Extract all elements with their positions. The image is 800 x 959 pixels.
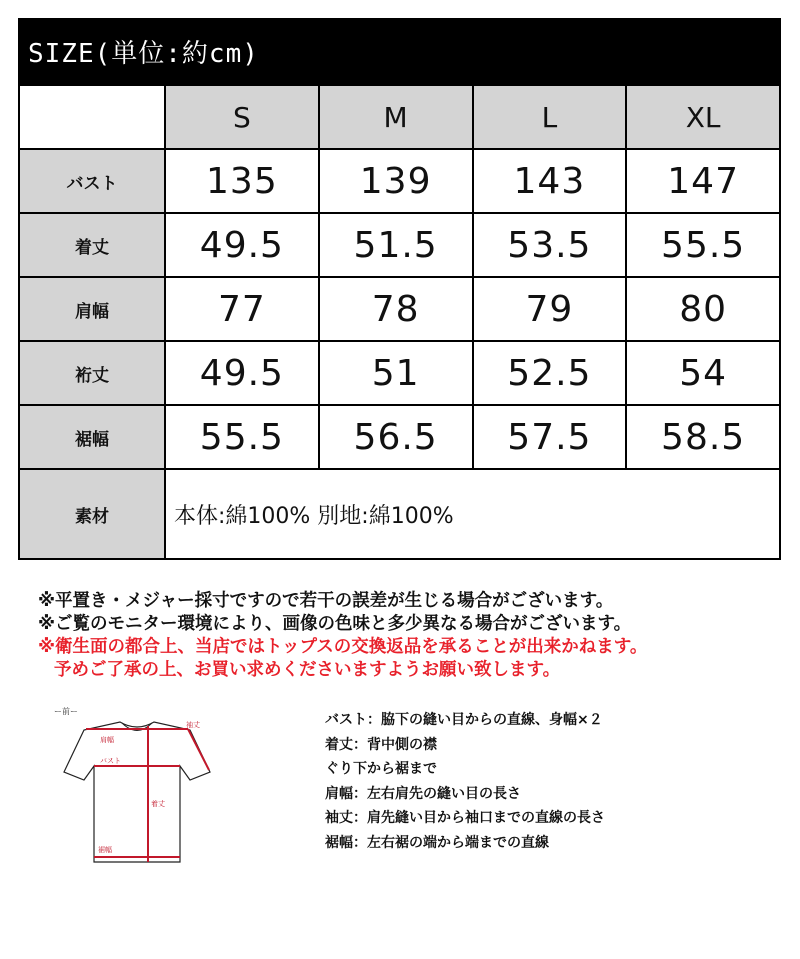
tshirt-outline <box>64 722 210 862</box>
size-header-title: SIZE(単位:約cm) <box>28 38 259 69</box>
value-cell: 49.5 <box>165 213 319 277</box>
note-line: ※ご覧のモニター環境により、画像の色味と多少異なる場合がございます。 <box>38 614 632 634</box>
value-cell: 56.5 <box>319 405 473 469</box>
row-label: 素材 <box>19 469 165 559</box>
value-cell: 57.5 <box>473 405 627 469</box>
row-label: 肩幅 <box>19 277 165 341</box>
value-cell: 51 <box>319 341 473 405</box>
shoulder-label: 肩幅 <box>100 736 114 744</box>
bust-label: バスト <box>100 757 121 765</box>
size-col-m: M <box>319 85 473 149</box>
value-cell: 79 <box>473 277 627 341</box>
value-cell: 55.5 <box>626 213 780 277</box>
size-col-xl: XL <box>626 85 780 149</box>
value-cell: 54 <box>626 341 780 405</box>
table-row-bust <box>19 149 780 213</box>
size-header <box>18 18 781 84</box>
legend-line: 裾幅：左右裾の端から端までの直線 <box>325 834 549 851</box>
note-line: ※平置き・メジャー採寸ですので若干の誤差が生じる場合がございます。 <box>38 591 614 611</box>
note-line-warning: 予めご了承の上、お買い求めくださいますようお願い致します。 <box>54 660 561 680</box>
sleeve-measure-line <box>188 729 209 770</box>
value-cell: 80 <box>626 277 780 341</box>
value-cell: 147 <box>626 149 780 213</box>
table-row-material <box>19 469 780 559</box>
table-row-hem <box>19 405 780 469</box>
size-col-l: L <box>473 85 627 149</box>
notes <box>38 590 647 682</box>
table-row-length <box>19 213 780 277</box>
row-label: バスト <box>19 149 165 213</box>
length-label: 着丈 <box>151 800 165 808</box>
value-cell: 53.5 <box>473 213 627 277</box>
size-header-row <box>19 85 780 149</box>
value-cell: 55.5 <box>165 405 319 469</box>
sleeve-label: 袖丈 <box>186 721 200 729</box>
value-cell: 78 <box>319 277 473 341</box>
value-cell: 49.5 <box>165 341 319 405</box>
value-cell: 58.5 <box>626 405 780 469</box>
table-row-sleeve <box>19 341 780 405</box>
row-label: 着丈 <box>19 213 165 277</box>
tshirt-diagram <box>52 702 232 867</box>
measurement-legend <box>325 708 605 855</box>
row-label: 裄丈 <box>19 341 165 405</box>
size-table <box>18 84 781 560</box>
legend-line: バスト：脇下の縫い目からの直線、身幅×２ <box>325 712 603 728</box>
size-col-s: S <box>165 85 319 149</box>
hem-label: 裾幅 <box>98 846 112 854</box>
legend-line: 袖丈：肩先縫い目から袖口までの直線の長さ <box>325 810 605 826</box>
legend-line: ぐり下から裾まで <box>325 761 437 777</box>
value-cell: 77 <box>165 277 319 341</box>
value-cell: 139 <box>319 149 473 213</box>
legend-line: 肩幅：左右肩先の縫い目の長さ <box>325 785 521 802</box>
note-line-warning: ※衛生面の都合上、当店ではトップスの交換返品を承ることが出来かねます。 <box>38 637 648 657</box>
material-value: 本体:綿100% 別地:綿100% <box>165 469 780 559</box>
row-label: 裾幅 <box>19 405 165 469</box>
front-label: ー前ー <box>54 707 78 716</box>
table-row-shoulder <box>19 277 780 341</box>
value-cell: 52.5 <box>473 341 627 405</box>
corner-cell <box>19 85 165 149</box>
value-cell: 143 <box>473 149 627 213</box>
value-cell: 135 <box>165 149 319 213</box>
legend-line: 着丈：背中側の襟 <box>325 736 437 753</box>
value-cell: 51.5 <box>319 213 473 277</box>
